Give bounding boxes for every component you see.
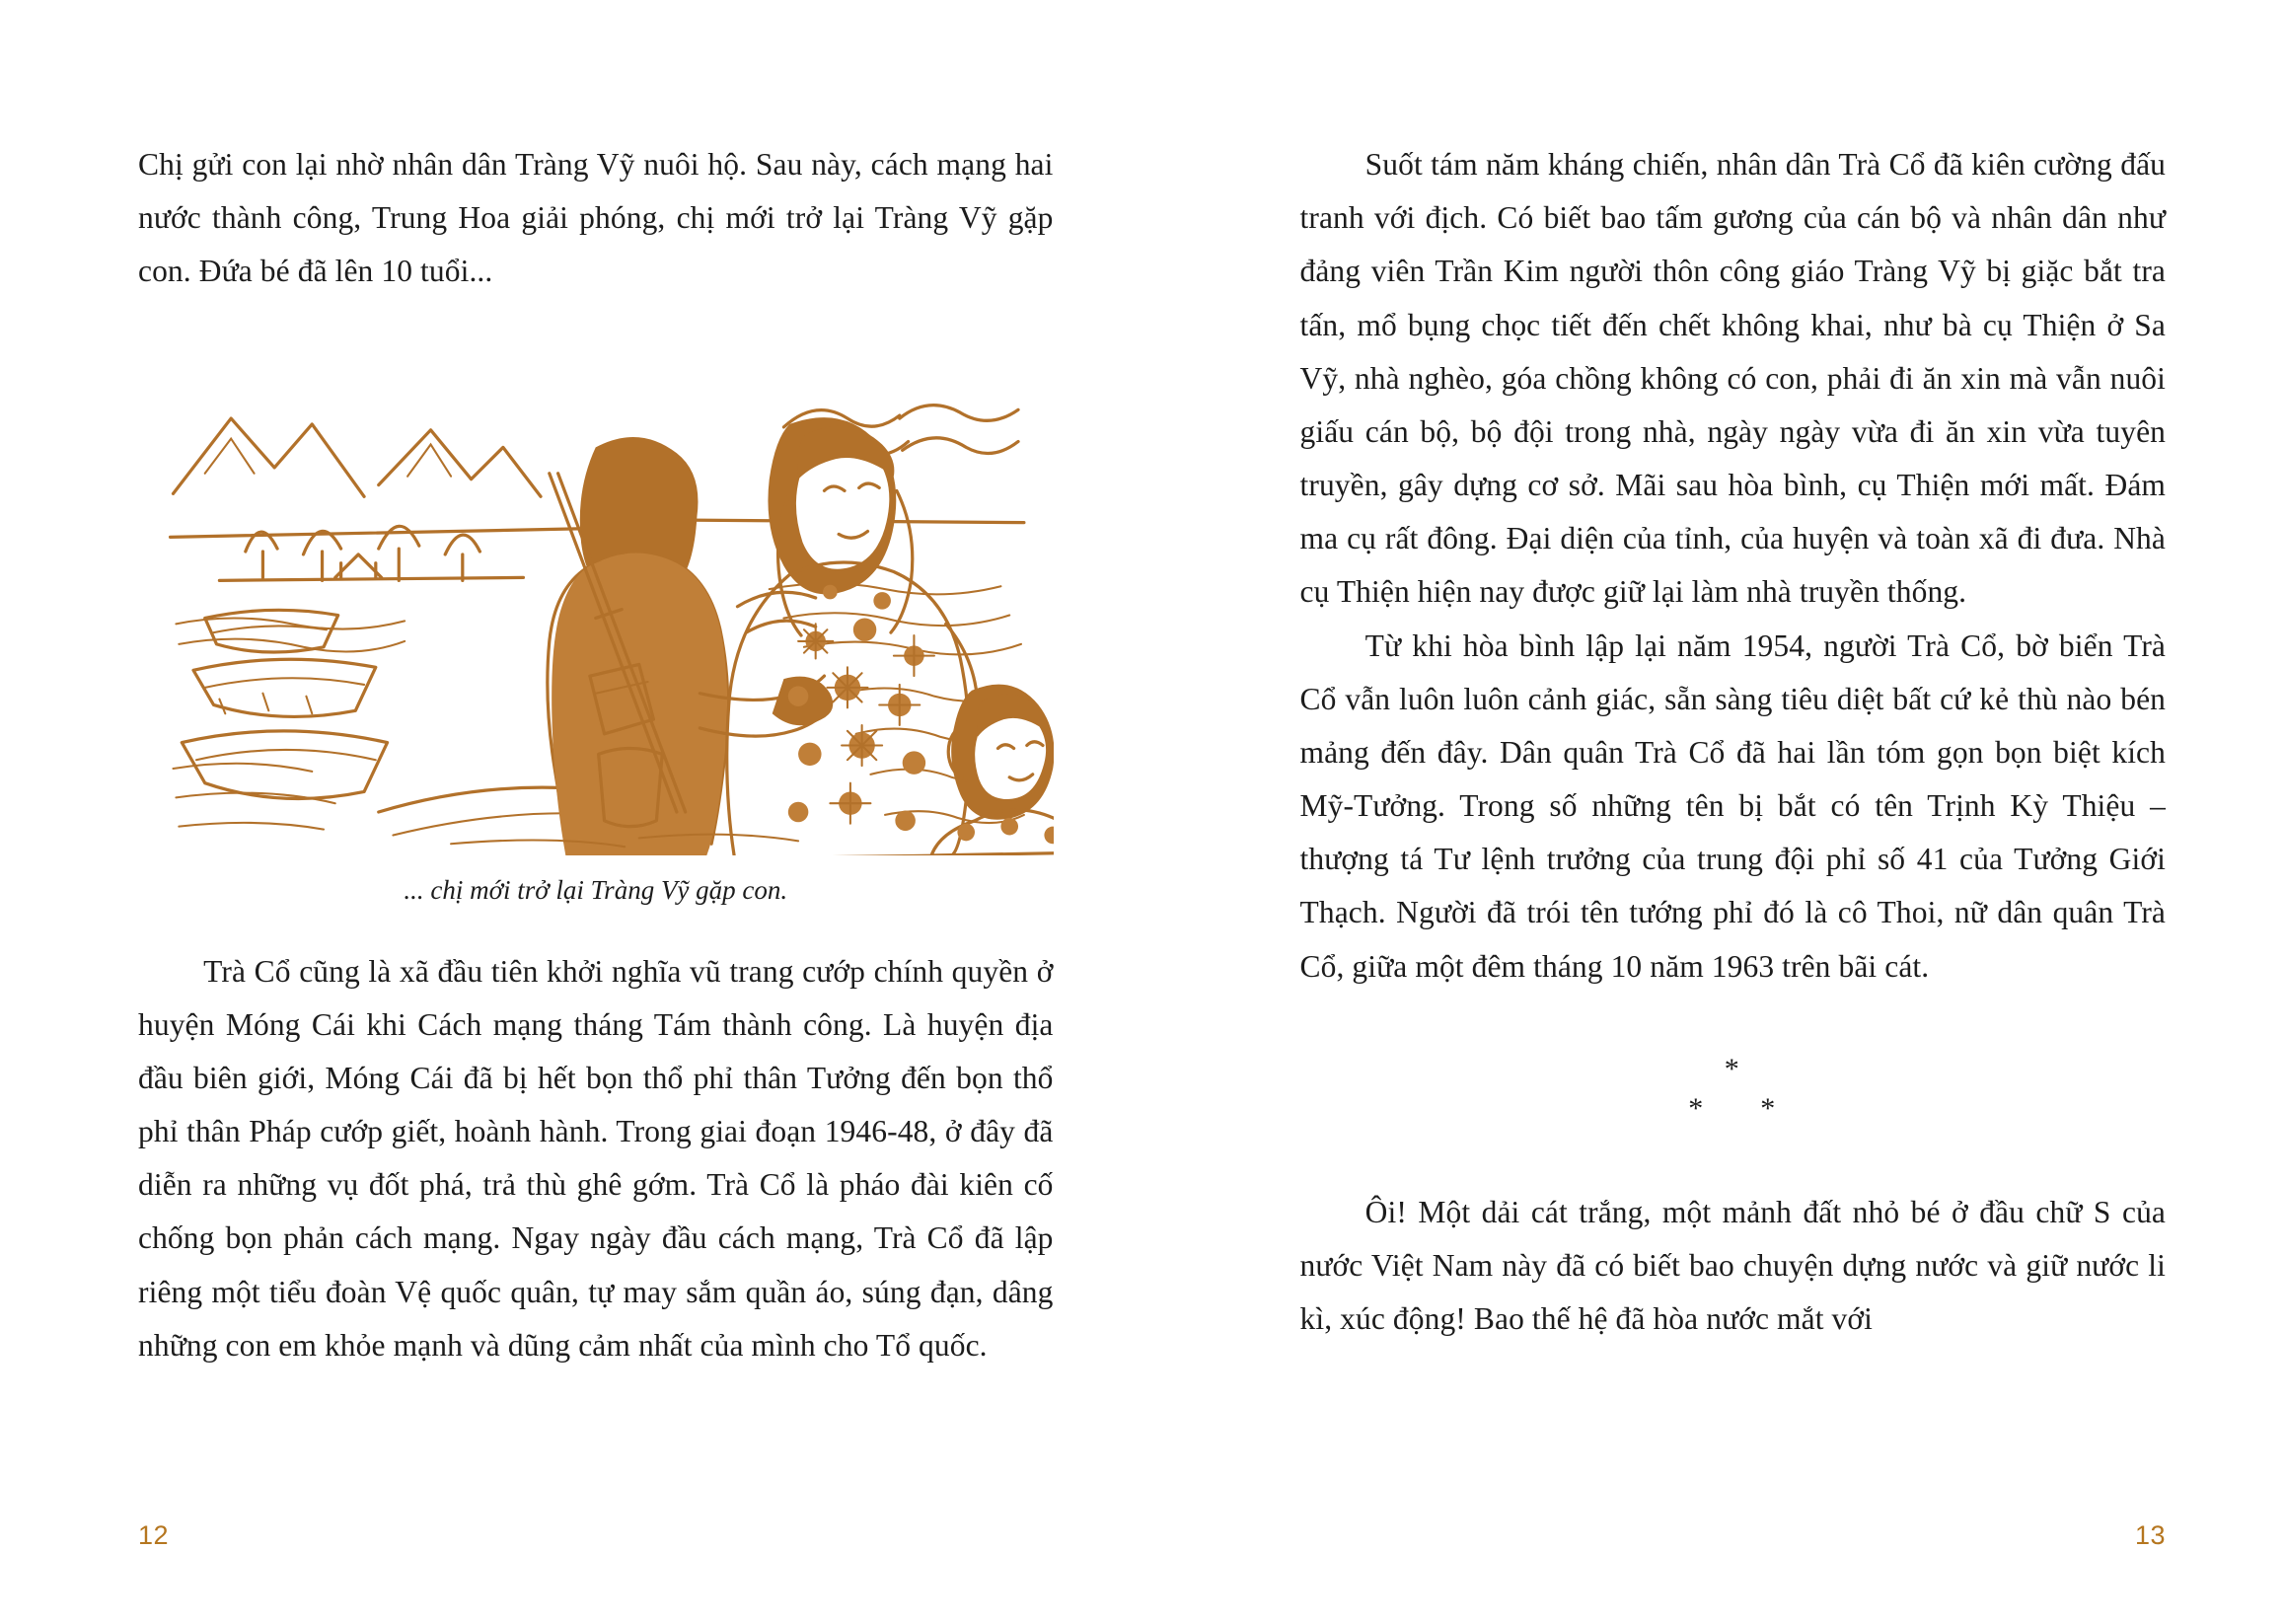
page-number-right: 13 xyxy=(2134,1520,2166,1550)
paragraph: Trà Cổ cũng là xã đầu tiên khởi nghĩa vũ trang cướp chính quyền ở huyện Móng Cái khi Cách mạng tháng Tám thành công. Là huyện địa đầu biên giới, Móng Cái đã bị hết bọn thổ phỉ thân Tưởng đến bọn thổ phỉ thân Pháp cướp giết, hoành hành. Trong giai đoạn 1946-48, ở đây đã diễn ra những vụ đốt phá, trả thù ghê gớm. Trà Cổ là pháo đài kiên cố chống bọn phản cách mạng. Ngay ngày đầu cách mạng, Trà Cổ đã lập riêng một tiểu đoàn Vệ quốc quân, tự may sắm quần áo, súng đạn, dâng những con em khỏe mạnh và dũng cảm nhất của mình cho Tổ quốc. xyxy=(138,953,1054,1363)
page-number-left: 12 xyxy=(138,1520,170,1550)
section-break-top-star: * xyxy=(1724,1052,1741,1085)
woman-with-girl-by-boats-illustration xyxy=(138,334,1054,855)
paragraph: Suốt tám năm kháng chiến, nhân dân Trà Cổ đã kiên cường đấu tranh với địch. Có biết bao tấm gương của cán bộ và nhân dân như đảng viên Trần Kim người thôn công giáo Tràng Vỹ bị giặc bắt tra tấn, mổ bụng chọc tiết đến chết không khai, như bà cụ Thiện ở Sa Vỹ, nhà nghèo, góa chồng không có con, phải đi ăn xin mà vẫn nuôi giấu cán bộ, bộ đội trong nhà, ngày ngày vừa đi ăn xin vừa tuyên truyền, gây dựng cơ sở. Mãi sau hòa bình, cụ Thiện mới mất. Đám ma cụ rất đông. Đại diện của tỉnh, của huyện và toàn xã đi đưa. Nhà cụ Thiện hiện nay được giữ lại làm nhà truyền thống. xyxy=(1299,147,2166,610)
figure-caption: ... chị mới trở lại Tràng Vỹ gặp con. xyxy=(404,874,788,905)
illustration-svg xyxy=(138,334,1054,855)
right-page xyxy=(1142,0,2284,1624)
paragraph: Ôi! Một dải cát trắng, một mảnh đất nhỏ bé ở đầu chữ S của nước Việt Nam này đã có biết bao chuyện dựng nước và giữ nước li kì, xúc động! Bao thế hệ đã hòa nước mắt với xyxy=(1299,1194,2166,1337)
paragraph: Chị gửi con lại nhờ nhân dân Tràng Vỹ nuôi hộ. Sau này, cách mạng hai nước thành công, Trung Hoa giải phóng, chị mới trở lại Tràng Vỹ gặp con. Đứa bé đã lên 10 tuổi... xyxy=(138,147,1054,289)
paragraph: Từ khi hòa bình lập lại năm 1954, người Trà Cổ, bờ biển Trà Cổ vẫn luôn luôn cảnh giác, sẵn sàng tiêu diệt bất cứ kẻ thù nào bén mảng đến đây. Dân quân Trà Cổ đã hai lần tóm gọn bọn biệt kích Mỹ-Tưởng. Trong số những tên bị bắt có tên Trịnh Kỳ Thiệu – thượng tá Tư lệnh trưởng của trung đội phỉ số 41 của Tưởng Giới Thạch. Người đã trói tên tướng phỉ đó là cô Thoi, nữ dân quân Trà Cổ, giữa một đêm tháng 10 năm 1963 trên bãi cát. xyxy=(1299,627,2166,984)
section-break-left-star: * xyxy=(1688,1091,1706,1125)
figure xyxy=(138,334,1054,906)
section-break-right-star: * xyxy=(1760,1091,1778,1125)
section-break xyxy=(1300,1053,2167,1133)
